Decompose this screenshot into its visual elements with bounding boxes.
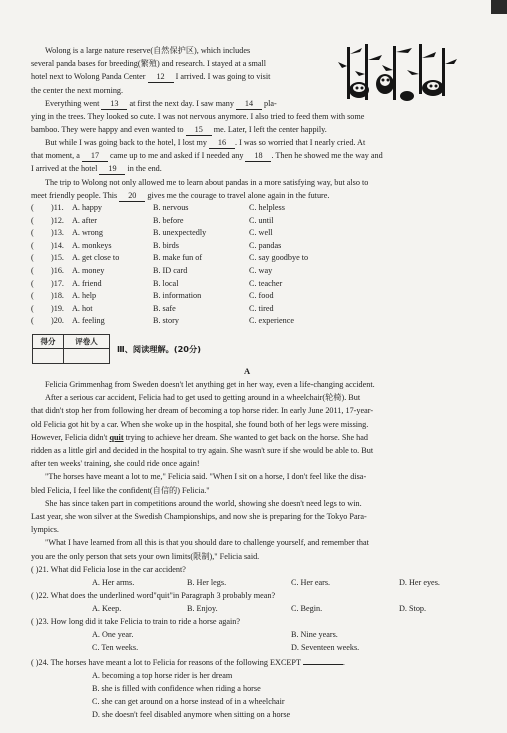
option-a[interactable]: A. hot <box>72 303 93 313</box>
option-c[interactable]: C. she can get around on a horse instead of in a wheelchair <box>92 697 285 706</box>
blank-18[interactable]: 18 <box>245 151 271 162</box>
question-24: ( )24. The horses have meant a lot to Felicia for reasons of the following EXCEPT . <box>31 658 345 667</box>
text-line: ying in the trees. They looked so cute. I was not nervous anymore. I also tried to feed them with some <box>31 112 365 122</box>
option-a[interactable]: A. get close to <box>72 253 120 263</box>
text-line: But while I was going back to the hotel, I lost my 16 . I was so worried that I nearly cried. At <box>45 138 366 147</box>
option-a[interactable]: A. happy <box>72 203 103 212</box>
text-line: Last year, she won silver at the Swedish Championships, and now she is preparing for the Tokyo Para- <box>31 512 367 522</box>
option-a[interactable]: A. money <box>72 266 105 275</box>
score-box <box>32 334 110 364</box>
option-a[interactable]: A. Keep. <box>92 604 122 613</box>
score-divider <box>63 349 64 363</box>
page-corner-mark <box>491 0 507 14</box>
answer-bracket: ( <box>31 316 34 326</box>
option-b[interactable]: B. make fun of <box>153 253 203 263</box>
option-b[interactable]: B. ID card <box>153 266 188 275</box>
text-line: you are the only person that sets your own limits(限制)," Felicia said. <box>31 551 260 561</box>
question-number: )18. <box>51 291 64 301</box>
question-number: )16. <box>51 266 64 275</box>
option-c[interactable]: C. helpless <box>249 203 285 212</box>
option-a[interactable]: A. One year. <box>92 630 134 639</box>
option-d[interactable]: D. Seventeen weeks. <box>291 643 360 652</box>
option-row <box>31 203 491 216</box>
question-22-options <box>31 604 491 613</box>
option-row <box>31 228 491 241</box>
cloze-paragraph-3 <box>31 136 491 176</box>
option-c[interactable]: C. way <box>249 266 273 275</box>
option-a[interactable]: A. wrong <box>72 228 103 238</box>
option-b[interactable]: B. nervous <box>153 203 189 212</box>
question-number: )15. <box>51 253 64 263</box>
blank-20[interactable]: 20 <box>119 191 145 202</box>
text-line: bled Felicia, I feel like the confident(自信的) Felicia." <box>31 485 210 495</box>
cloze-paragraph-2 <box>31 97 491 137</box>
option-b[interactable]: B. unexpectedly <box>153 228 207 238</box>
question-number: )17. <box>51 278 64 288</box>
answer-bracket: ( <box>31 240 34 250</box>
text-line: Wolong is a large nature reserve(自然保护区), which includes <box>45 46 251 55</box>
answer-bracket: ( <box>31 203 34 212</box>
question-22: ( )22. What does the underlined word"quit"in Paragraph 3 probably mean? <box>31 591 276 600</box>
option-b[interactable]: B. Her legs. <box>187 578 227 587</box>
text-line: that didn't stop her from following her dream of becoming a top horse rider. In early June 2011, 17-year- <box>31 406 374 416</box>
text-line: I arrived at the hotel 19 in the end. <box>31 164 162 174</box>
option-c[interactable]: C. Ten weeks. <box>92 643 139 652</box>
option-a[interactable]: A. becoming a top horse rider is her dream <box>92 671 233 680</box>
text-line: bamboo. They were happy and even wanted to 15 me. Later, I left the center happily. <box>31 125 327 135</box>
option-a[interactable]: A. feeling <box>72 316 105 326</box>
question-23: ( )23. How long did it take Felicia to train to ride a horse again? <box>31 617 240 626</box>
text-line: meet friendly people. This 20 gives me the courage to travel alone again in the future. <box>31 191 330 201</box>
text-line: However, Felicia didn't quit trying to achieve her dream. She wanted to get back on the horse. She had <box>31 432 368 442</box>
option-c[interactable]: C. Begin. <box>291 604 323 613</box>
question-23-options-row2 <box>31 643 491 652</box>
option-a[interactable]: A. Her arms. <box>92 578 135 587</box>
answer-bracket: ( <box>31 278 34 288</box>
option-b[interactable]: B. story <box>153 316 179 326</box>
option-a[interactable]: A. after <box>72 215 98 225</box>
text-line: ridden as a little girl and decided in the hospital to try again. She wasn't sure if she would be able to. But <box>31 446 374 456</box>
answer-bracket: ( <box>31 266 34 275</box>
blank-13[interactable]: 13 <box>101 99 127 110</box>
option-b[interactable]: B. Nine years. <box>291 630 338 639</box>
option-c[interactable]: C. food <box>249 291 274 301</box>
blank-12[interactable]: 12 <box>148 72 174 83</box>
panda-bamboo-illustration <box>337 44 461 102</box>
option-d[interactable]: D. Stop. <box>399 604 427 613</box>
option-row <box>31 253 491 266</box>
option-row <box>31 304 491 317</box>
option-c[interactable]: C. experience <box>249 316 295 326</box>
option-a[interactable]: A. friend <box>72 278 102 288</box>
option-b[interactable]: B. information <box>153 291 202 301</box>
option-row <box>31 241 491 254</box>
blank-15[interactable]: 15 <box>186 125 212 136</box>
text-line: the center the next morning. <box>31 85 124 95</box>
question-number: )20. <box>51 316 64 326</box>
score-label: 得分 <box>33 335 64 349</box>
underlined-word-quit: quit <box>109 432 124 442</box>
question-number: )11. <box>51 203 64 212</box>
answer-bracket: ( <box>31 228 34 238</box>
cloze-paragraph-4 <box>31 176 491 202</box>
text-line: that moment, a 17 came up to me and asked if I needed any 18 . Then he showed me the way and <box>31 151 383 161</box>
text-line: lympics. <box>31 525 59 535</box>
text-line: after ten weeks' training, she could ride once again! <box>31 459 200 469</box>
option-b[interactable]: B. birds <box>153 240 179 250</box>
passage-letter: A <box>244 366 251 376</box>
question-21-options <box>31 578 491 587</box>
question-number: )12. <box>51 215 64 225</box>
option-row <box>31 316 491 329</box>
option-b[interactable]: B. safe <box>153 303 176 313</box>
blank-16[interactable]: 16 <box>209 138 235 149</box>
option-a[interactable]: A. monkeys <box>72 240 112 250</box>
grader-label: 评卷人 <box>64 335 109 349</box>
option-row <box>31 266 491 279</box>
option-c[interactable]: C. Her ears. <box>291 578 331 587</box>
option-b[interactable]: B. Enjoy. <box>187 604 218 613</box>
answer-blank[interactable] <box>303 664 343 665</box>
option-c[interactable]: C. teacher <box>249 278 283 288</box>
option-row <box>31 291 491 304</box>
answer-bracket: ( <box>31 253 34 263</box>
section-title: Ⅲ、阅读理解。(20分) <box>117 344 201 354</box>
option-c[interactable]: C. well <box>249 228 273 238</box>
blank-14[interactable]: 14 <box>236 99 262 110</box>
blank-17[interactable]: 17 <box>82 151 108 162</box>
option-row <box>31 216 491 229</box>
text-line: several panda bases for breeding(繁殖) and research. I stayed at a small <box>31 59 267 69</box>
option-d[interactable]: D. Her eyes. <box>399 578 440 587</box>
text-line: "The horses have meant a lot to me," Felicia said. "When I sit on a horse, I don't feel like the disa- <box>45 472 367 482</box>
question-23-options <box>31 630 491 639</box>
text-line: hotel next to Wolong Panda Center 12 I arrived. I was going to visit <box>31 72 271 82</box>
reading-passage <box>31 378 491 563</box>
option-c[interactable]: C. until <box>249 215 274 225</box>
text-line: Felicia Grimmenhag from Sweden doesn't let anything get in her way, even a life-changing accident. <box>45 380 375 389</box>
option-c[interactable]: C. tired <box>249 303 274 313</box>
text-line: Everything went 13 at first the next day. I saw many 14 pla- <box>45 99 277 108</box>
answer-bracket: ( <box>31 215 34 225</box>
option-c[interactable]: C. say goodbye to <box>249 253 309 263</box>
option-b[interactable]: B. before <box>153 215 184 225</box>
blank-19[interactable]: 19 <box>99 164 125 175</box>
question-number: )13. <box>51 228 64 238</box>
answer-bracket: ( <box>31 303 34 313</box>
option-b[interactable]: B. she is filled with confidence when riding a horse <box>92 684 261 693</box>
question-number: )14. <box>51 240 64 250</box>
text-line: After a serious car accident, Felicia had to get used to getting around in a wheelchair(轮椅). But <box>45 393 361 403</box>
option-a[interactable]: A. help <box>72 291 97 301</box>
text-line: She has since taken part in competitions around the world, showing she doesn't need legs to win. <box>45 498 362 508</box>
question-number: )19. <box>51 303 64 313</box>
text-line: "What I have learned from all this is that you should dare to challenge yourself, and remember that <box>45 538 369 548</box>
question-21: ( )21. What did Felicia lose in the car accident? <box>31 565 186 574</box>
option-b[interactable]: B. local <box>153 278 179 288</box>
option-c[interactable]: C. pandas <box>249 240 282 250</box>
option-row <box>31 279 491 292</box>
text-line: old Felicia got hit by a car. When she woke up in the hospital, she found both of her legs were missing. <box>31 419 369 429</box>
answer-bracket: ( <box>31 291 34 301</box>
text-line: The trip to Wolong not only allowed me to learn about pandas in a more satisfying way, but also to <box>45 178 369 187</box>
option-d[interactable]: D. she doesn't feel disabled anymore when sitting on a horse <box>92 710 291 719</box>
